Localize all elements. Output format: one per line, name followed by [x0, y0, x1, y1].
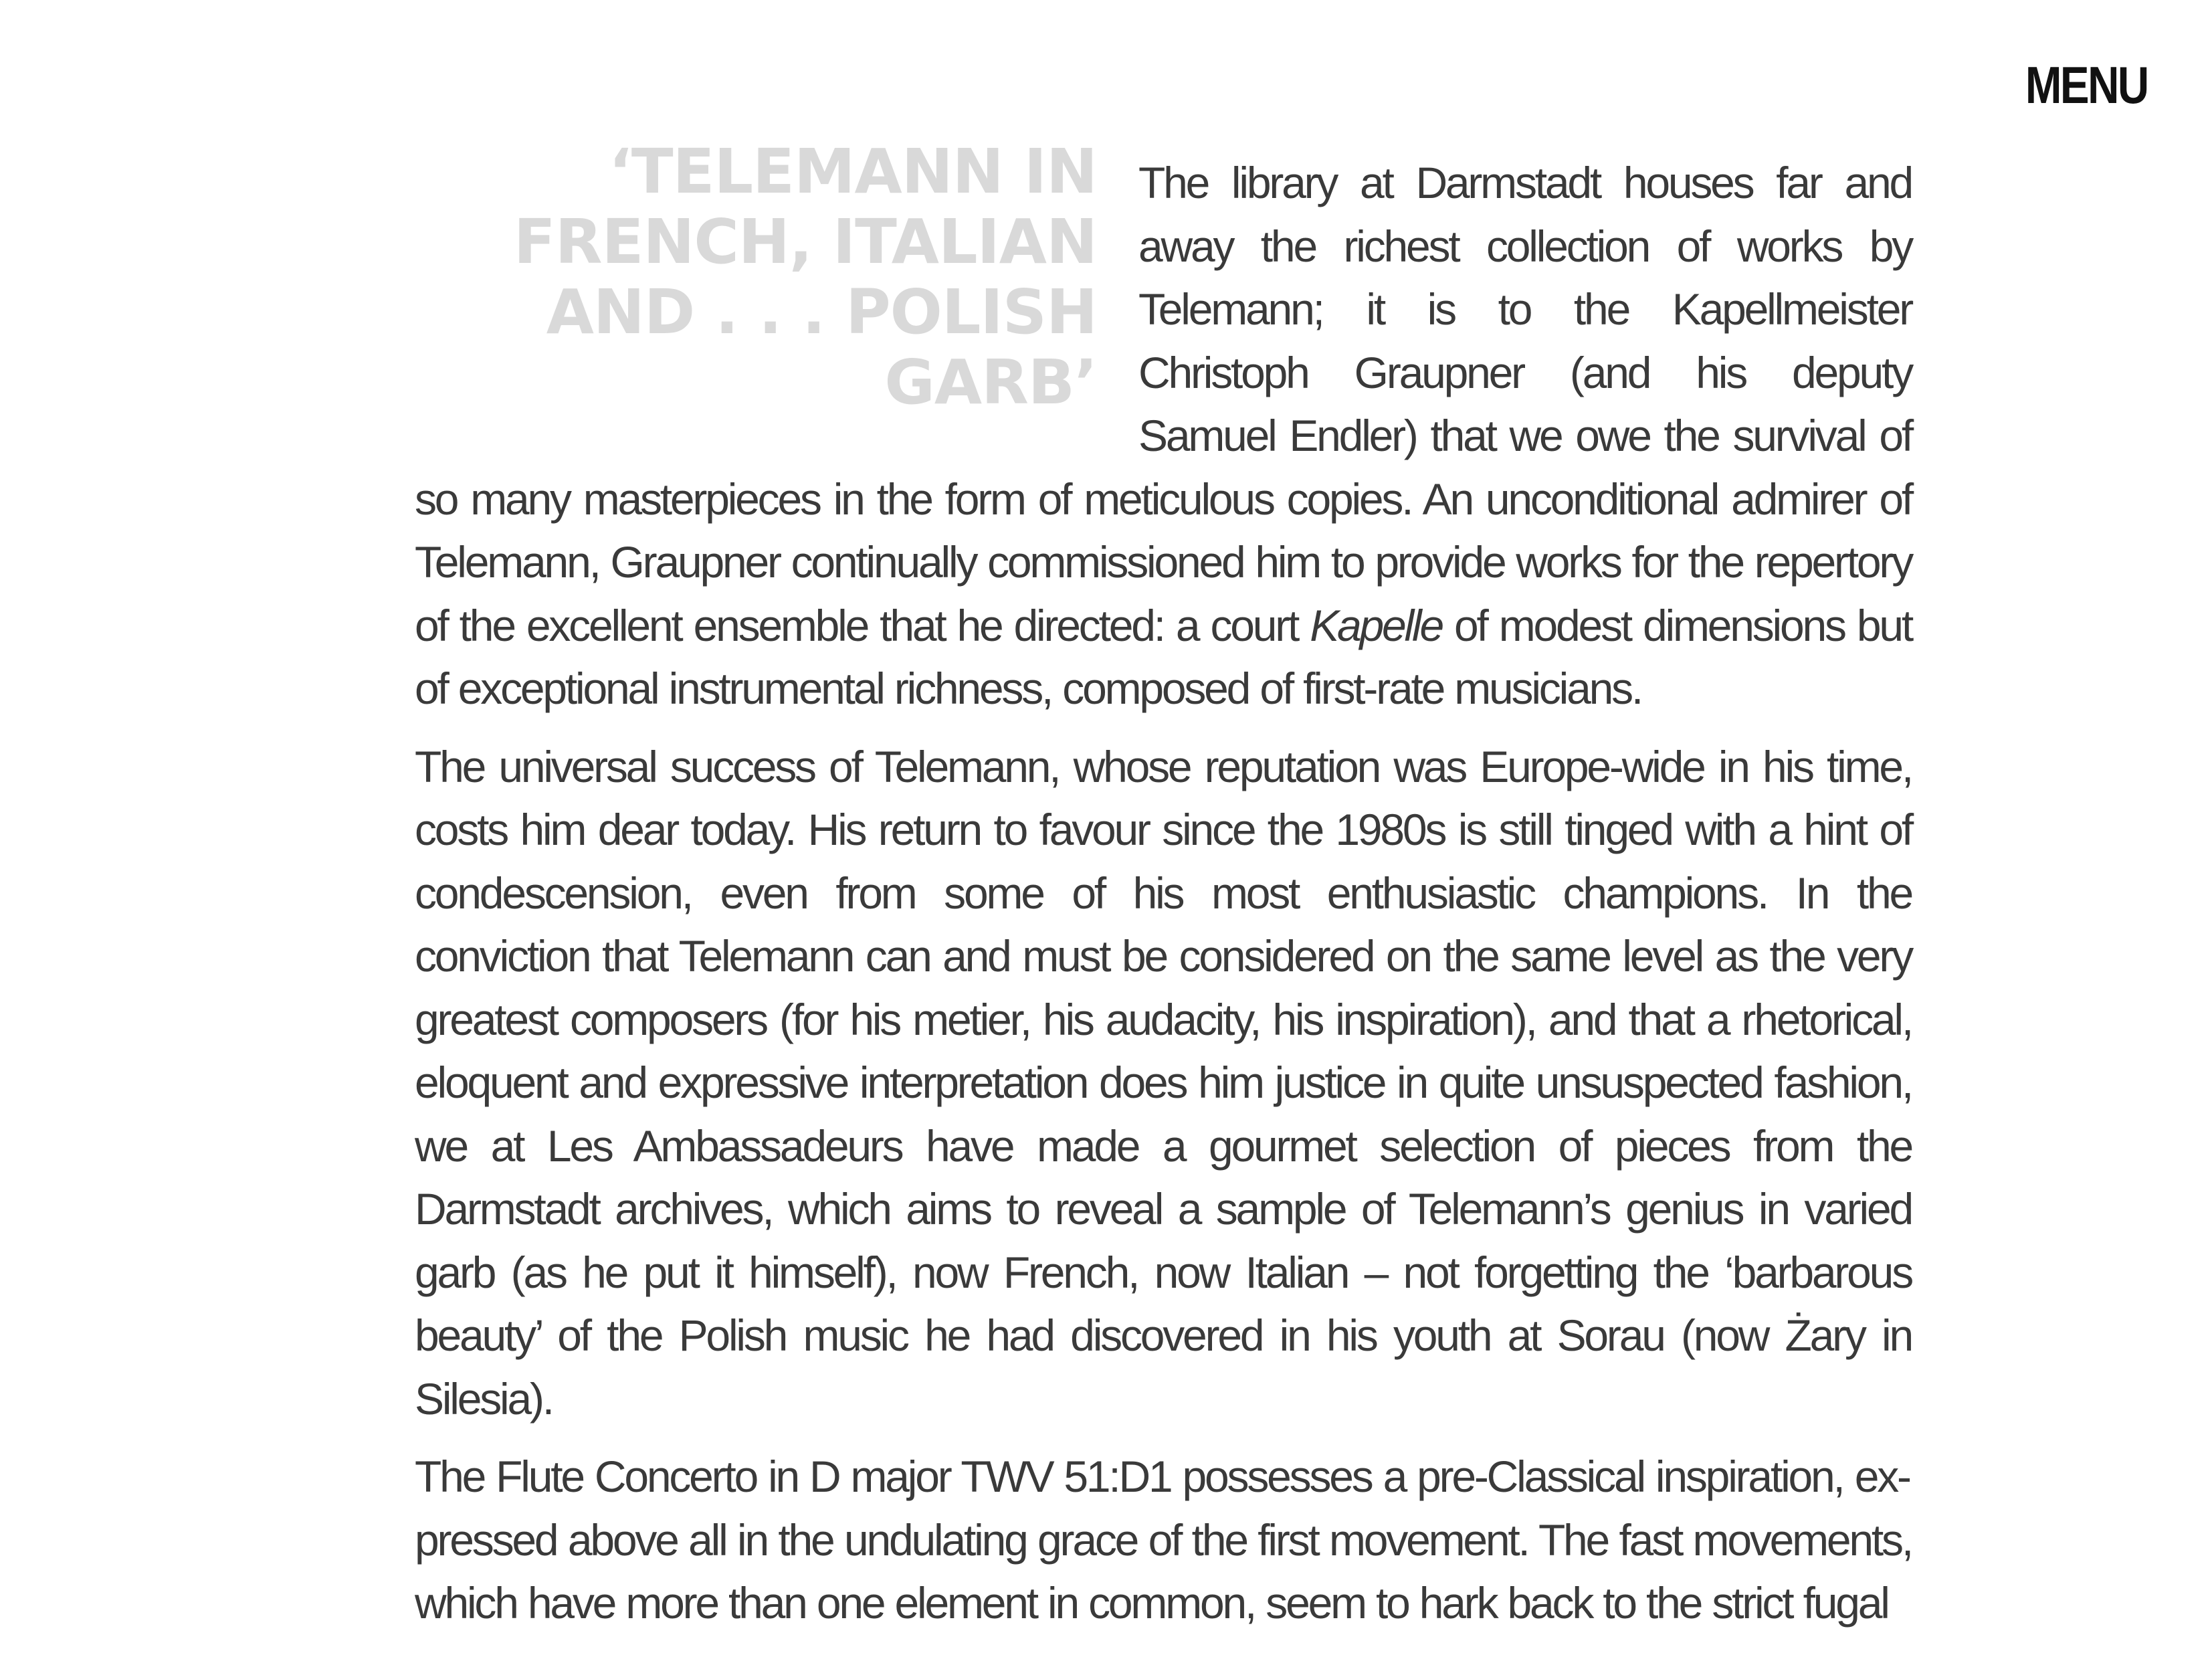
pull-quote-line: FRENCH, ITALIAN — [513, 206, 1097, 278]
paragraph: The universal success of Telemann, whose reputation was Europe-wide in his time, costs him dear today. His return to favour since the 1980s is still tinged with a hint of condescension, even from some of his most enthusiastic champions. In the conviction that Telemann can and must be considered on the same level as the very greatest composers (for his metier, his audacity, his inspiration), and that a rhetorical, eloquent and expressive interpretation does him justice in quite unsuspected fashion, we at Les Ambassadeurs have made a gourmet selection of pieces from the Darmstadt archives, which aims to reveal a sample of Telemann’s genius in varied garb (as he put it himself), now French, now Italian – not forgetting the ‘barbarous beauty’ of the Polish music he had discovered in his youth at Sorau (now Żary in Silesia). — [415, 741, 1912, 1424]
pull-quote-line: AND . . . POLISH — [546, 276, 1097, 348]
menu-button[interactable]: MENU — [2025, 56, 2148, 114]
pull-quote — [415, 136, 1097, 417]
article-body — [415, 136, 1912, 1650]
pull-quote-line: GARB’ — [884, 347, 1097, 418]
paragraph-text: of modest dimensions but of exceptional instrumental richness, composed of first-rate musicians. — [415, 600, 1912, 713]
paragraph: The Flute Concerto in D major TWV 51:D1 possesses a pre-Classical inspiration, expressed above all in the undulating grace of the first movement. The fast movements, which have more than one element in common, seem to hark back to the strict fugal — [415, 1452, 1912, 1628]
pull-quote-line: ‘TELEMANN IN — [608, 136, 1097, 207]
emphasized-term: Kapelle — [1310, 600, 1442, 650]
paragraph-text: The library at Darmstadt houses far and away the richest collection of works by Telemann; it is to the Kapellmeister Christoph Graupner (and his deputy Samuel Endler) that we owe the survival of so many masterpieces in the form of meticulous copies. An unconditional admirer of Telemann, Graupner continually commissioned him to provide works for the repertory of the excellent ensemble that he directed: a court — [415, 158, 1912, 650]
